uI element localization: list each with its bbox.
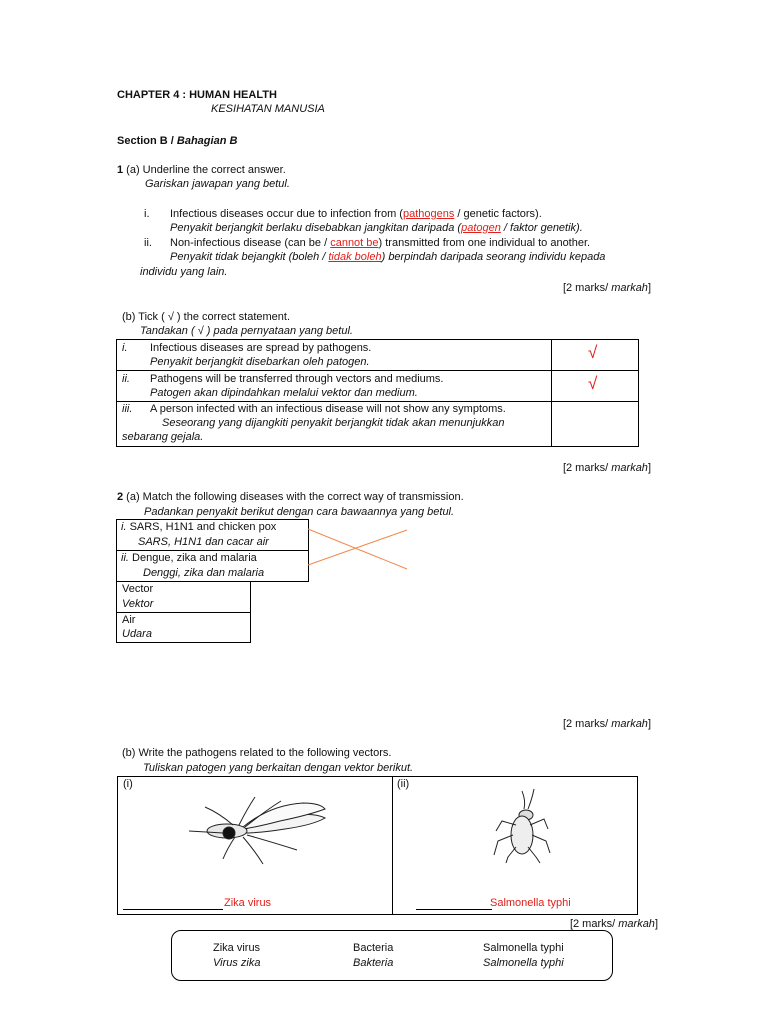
q2a-prompt-text: (a) Match the following diseases with the correct way of transmission. — [123, 491, 464, 503]
q1a-i-num: i. — [144, 208, 150, 220]
q1a-ii-answer: cannot be — [330, 237, 379, 249]
row-statement-my: Patogen akan dipindahkan melalui vektor dan medium. — [150, 387, 418, 399]
tick-mark: √ — [588, 343, 598, 362]
chapter-title: CHAPTER 4 : HUMAN HEALTH — [117, 89, 277, 101]
transmission-en: Air — [122, 614, 136, 626]
transmission-my: Vektor — [122, 598, 154, 610]
marks-text-my: markah — [611, 282, 648, 294]
transmission-my: Udara — [122, 628, 152, 640]
q1b-prompt: (b) Tick ( √ ) the correct statement. — [122, 311, 291, 323]
vector-table-divider — [392, 776, 393, 915]
tick-table-divider — [551, 339, 552, 447]
vector-answer-i: Zika virus — [224, 897, 272, 909]
q2b-marks — [570, 918, 658, 930]
tick-mark: √ — [588, 374, 598, 393]
section-heading — [117, 135, 237, 147]
row-num: ii. — [122, 373, 130, 385]
marks-end: ] — [647, 462, 651, 474]
q2a-marks — [563, 718, 651, 730]
mosquito-illustration — [185, 787, 335, 867]
chapter-title-my: KESIHATAN MANUSIA — [211, 103, 325, 115]
marks-text: [2 marks/ — [569, 918, 619, 930]
row-num: i. — [122, 342, 128, 354]
q1a-i-my-post: / faktor genetik). — [500, 222, 583, 234]
cell-label: (ii) — [397, 778, 410, 790]
q2b-prompt-my: Tuliskan patogen yang berkaitan dengan vektor berikut. — [143, 762, 414, 774]
marks-text-my: markah — [611, 462, 648, 474]
marks-text: [2 marks/ — [562, 718, 612, 730]
tick-table-row-line — [116, 370, 639, 371]
q1a-ii-my-answer: tidak boleh — [328, 251, 382, 263]
option-my: Virus zika — [213, 957, 261, 969]
section-label-my: Bahagian B — [176, 135, 238, 147]
transmission-en: Vector — [122, 583, 154, 595]
marks-end: ] — [647, 282, 651, 294]
cockroach-illustration — [478, 787, 568, 865]
q2b-prompt: (b) Write the pathogens related to the following vectors. — [122, 747, 392, 759]
disease-en: Dengue, zika and malaria — [132, 552, 257, 564]
q1b-prompt-my: Tandakan ( √ ) pada pernyataan yang betul. — [140, 325, 353, 337]
q1a-ii — [170, 237, 590, 249]
answer-options-box — [171, 930, 613, 981]
q1a-i-pre: Infectious diseases occur due to infection from ( — [170, 208, 403, 220]
answer-blank — [416, 909, 492, 910]
option-en: Bacteria — [353, 942, 394, 954]
answer-blank — [123, 909, 223, 910]
marks-text-my: markah — [618, 918, 655, 930]
row-statement: A person infected with an infectious disease will not show any symptoms. — [150, 403, 506, 415]
disease-num: ii. — [121, 552, 129, 564]
q1a-prompt-text: (a) Underline the correct answer. — [123, 164, 286, 176]
q1a-prompt-my: Gariskan jawapan yang betul. — [145, 178, 290, 190]
q1a-ii-my-post: ) berpindah daripada seorang individu kepada — [381, 251, 606, 263]
q1a-i-my-pre: Penyakit berjangkit berlaku disebabkan jangkitan daripada ( — [170, 222, 462, 234]
question-number: 2 — [117, 491, 124, 503]
disease-en: SARS, H1N1 and chicken pox — [129, 521, 277, 533]
cell-label: (i) — [123, 778, 133, 790]
option-my: Salmonella typhi — [483, 957, 564, 969]
q1a-ii-num: ii. — [144, 237, 152, 249]
q1a-ii-my — [170, 251, 605, 263]
disease-my: Denggi, zika dan malaria — [143, 567, 265, 579]
row-statement-my: Seseorang yang dijangkiti penyakit berjangkit tidak akan menunjukkan — [162, 417, 505, 429]
q1b-marks — [563, 462, 651, 474]
q1a-i — [170, 208, 542, 220]
marks-text-my: markah — [611, 718, 648, 730]
q1a-ii-my-pre: Penyakit tidak bejangkit (boleh / — [170, 251, 329, 263]
q1a-ii-post: ) transmitted from one individual to another. — [378, 237, 591, 249]
row-statement-my: Penyakit berjangkit disebarkan oleh patogen. — [150, 356, 370, 368]
q2a-prompt-my: Padankan penyakit berikut dengan cara bawaannya yang betul. — [144, 506, 455, 518]
disease-item — [121, 521, 276, 533]
transmission-box-divider — [116, 612, 251, 613]
marks-text: [2 marks/ — [562, 282, 612, 294]
row-statement: Pathogens will be transferred through vectors and mediums. — [150, 373, 444, 385]
q1a-i-answer: pathogens — [402, 208, 455, 220]
row-statement-my-cont: sebarang gejala. — [122, 431, 204, 443]
option-my: Bakteria — [353, 957, 394, 969]
disease-box-divider — [116, 550, 309, 551]
row-num: iii. — [122, 403, 133, 415]
disease-my: SARS, H1N1 dan cacar air — [138, 536, 269, 548]
q1a-i-my — [170, 222, 583, 234]
q1a-i-post: / genetic factors). — [454, 208, 542, 220]
disease-item — [121, 552, 257, 564]
marks-end: ] — [654, 918, 658, 930]
q1a-ii-pre: Non-infectious disease (can be / — [170, 237, 331, 249]
option-en: Salmonella typhi — [483, 942, 564, 954]
q1a-marks — [563, 282, 651, 294]
q2a-prompt — [117, 491, 464, 503]
q1a-i-my-answer: patogen — [461, 222, 501, 234]
marks-end: ] — [647, 718, 651, 730]
match-lines — [305, 525, 415, 575]
option-en: Zika virus — [213, 942, 261, 954]
q1a-ii-my-cont: individu yang lain. — [140, 266, 228, 278]
marks-text: [2 marks/ — [562, 462, 612, 474]
section-label: Section B / — [117, 135, 177, 147]
question-number: 1 — [117, 164, 124, 176]
q1a-prompt — [117, 164, 286, 176]
disease-num: i. — [121, 521, 127, 533]
row-statement: Infectious diseases are spread by pathogens. — [150, 342, 372, 354]
vector-answer-ii: Salmonella typhi — [490, 897, 571, 909]
tick-table-row-line — [116, 401, 639, 402]
